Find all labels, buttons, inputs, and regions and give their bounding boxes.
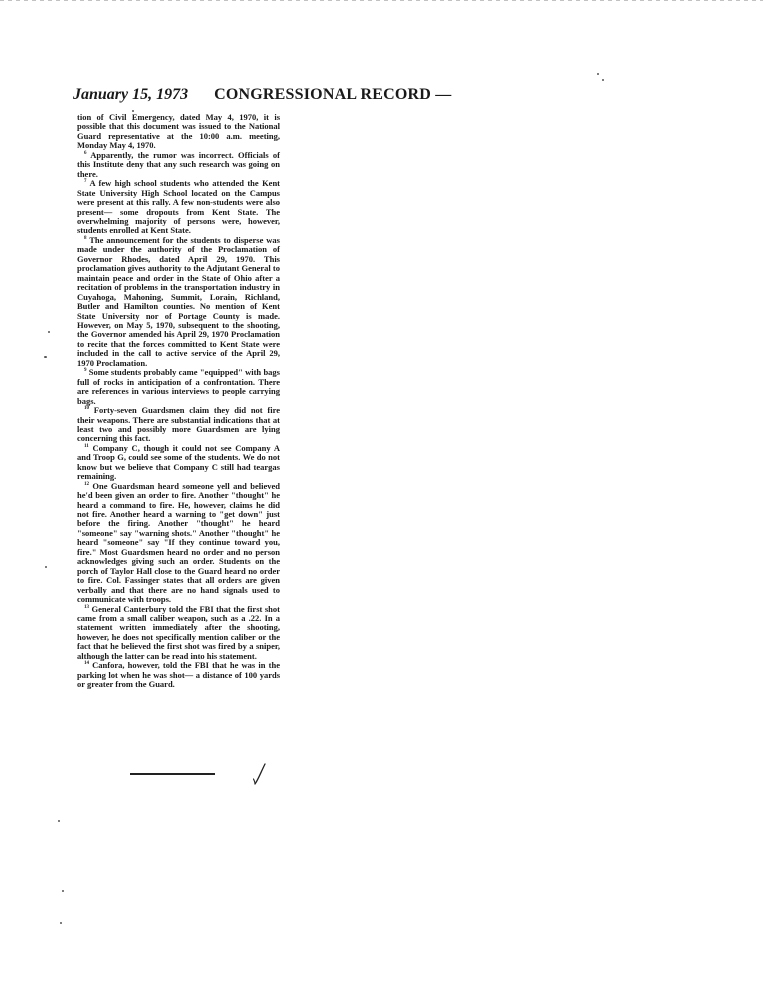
footnote-text: General Canterbury told the FBI that the first shot came from a small caliber weapon, such as a .22. In a statement written immediately after the shooting, however, he does not specifically mention caliber or the fact that he believed the first shot was fired by a sniper, although the latter can be read into his statement. [77,603,280,661]
footnote-number: 13 [84,604,89,610]
footnote [77,406,280,444]
footnote [77,151,280,179]
footnote-text: Forty-seven Guardsmen claim they did not fire their weapons. There are substantial indications that at least two and possibly more Guardsmen are lying concerning this fact. [77,405,280,444]
footnote [77,179,280,236]
scan-speck [45,566,47,568]
footnote [77,444,280,482]
footnote-number: 8 [84,236,87,242]
footnote [77,236,280,368]
footnote-text: A few high school students who attended the Kent State University High School located on the Campus were present at this rally. A few non-students were also present— some dropouts from Kent State. The overwhelming majority of persons were, however, students enrolled at Kent State. [77,178,281,236]
scan-speck [60,922,62,924]
footnote-number: 7 [84,179,87,185]
footnote [77,605,280,662]
footnote-continuation [77,113,280,151]
page-header [73,86,452,108]
footnote-text: Company C, though it could not see Company A and Troop G, could see some of the students. We do not know but we believe that Company C still had teargas remaining. [77,442,280,482]
scan-top-edge-dots [0,0,763,2]
footnote-number: 10 [84,406,89,412]
scan-speck [132,110,134,112]
footnote-number: 12 [84,481,89,487]
footnote-text: tion of Civil Emergency, dated May 4, 1970, it is possible that this document was issued to the National Guard representative at the 10:00 a.m. meeting, Monday May 4, 1970. [77,112,280,151]
publication-title: CONGRESSIONAL RECORD — [214,86,452,103]
scan-speck [44,356,47,358]
footnote-number: 14 [84,661,89,667]
footnote [77,368,280,406]
footnote [77,482,280,605]
scan-speck [62,890,64,892]
footnote-number: 9 [84,368,87,374]
footnote-text: The announcement for the students to disperse was made under the authority of the Proclamation of Governor Rhodes, dated April 29, 1970. This proclamation gives authority to the Adjutant General to maintain peace and order in the State of Ohio after a recitation of problems in the transportation industry in Cuyahoga, Mahoning, Summit, Lorain, Richland, Butler and Hamilton counties. No mention of Kent State University nor of Portage County is made. However, on May 5, 1970, subsequent to the shooting, the Governor amended his April 29, 1970 Proclamation to recite that the forces committed to Kent State were included in the call to active service of the April 29, 1970 Proclamation. [77,234,280,368]
scan-speck [58,820,60,822]
scan-speck [48,331,50,333]
footnote-number: 6 [84,150,87,156]
section-end-rule [130,773,215,775]
footnote-text: Canfora, however, told the FBI that he was in the parking lot when he was shot— a distance of 100 yards or greater from the Guard. [77,660,281,690]
footnote-text: Apparently, the rumor was incorrect. Officials of this Institute deny that any such research was going on there. [77,149,281,179]
footnote-number: 11 [84,444,89,450]
scan-speck [602,79,604,81]
scan-speck [597,73,599,75]
footnote-text: Some students probably came "equipped" with bags full of rocks in anticipation of a confrontation. There are references in various interviews to people carrying bags. [77,367,280,406]
footnote-text: One Guardsman heard someone yell and believed he'd been given an order to fire. Another "thought" he heard a command to fire. He, however, claims he did not fire. Another heard a warning to "get down" just before the firing. Another "thought" he heard "someone" say "warning shots." Another "thought" he heard "someone" say "If they continue toward you, fire." Most Guardsmen heard no order and no person acknowledges giving such an order. Students on the porch of Taylor Hall close to the Guard heard no order to fire. Col. Fassinger states that all orders are given verbally and that there are no hand signals used to communicate with troops. [77,480,280,605]
footnote [77,661,280,689]
handwritten-check-mark [253,762,267,786]
footnotes-column [77,113,280,690]
header-date: January 15, 1973 [73,86,189,103]
